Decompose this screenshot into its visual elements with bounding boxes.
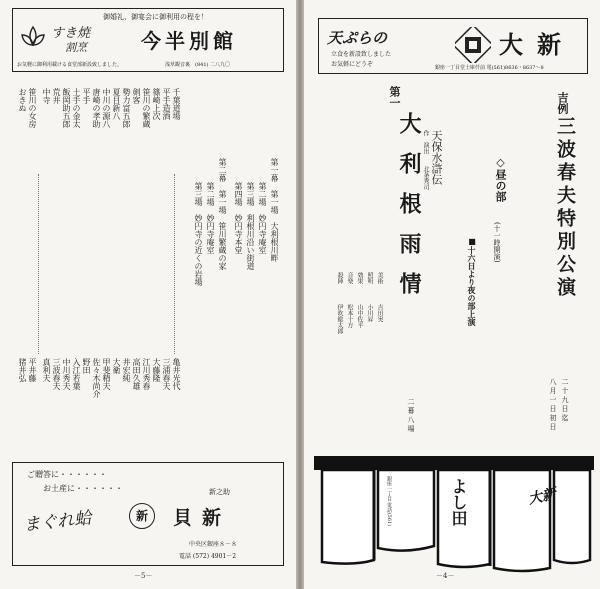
act-label: 第一 <box>388 86 401 108</box>
staff-name: 伊吹総太郎 <box>336 304 343 334</box>
cast-role: 剣客 <box>132 88 141 104</box>
staff-name: 小川昇 <box>366 304 373 322</box>
right-page <box>304 0 600 589</box>
cast-role: 平手 <box>82 88 91 104</box>
performance-date: 二十九日迄 <box>561 378 569 423</box>
ad-kaishin-line2: お土産に・・・・・・ <box>43 484 123 493</box>
left-page <box>0 0 296 589</box>
kaishin-mark-icon: 新 <box>129 503 155 529</box>
staff-name: 松本十方 <box>346 304 353 328</box>
ad-imahan-line3b: 浅草観音裏 (841) 二八九〇 <box>165 62 231 68</box>
noren-illustration <box>314 456 594 574</box>
staff-role: 美術 <box>376 272 383 284</box>
cast-role: 平手造酒 <box>162 88 171 120</box>
staff-name: 山中佐平 <box>356 304 363 328</box>
scene-item: 第三場 妙円寺の近くの岩場 <box>194 182 203 286</box>
program-label: ◇昼の部 <box>494 156 507 202</box>
staff-role: 効果 <box>356 272 363 284</box>
program-time: (十一時開演) <box>493 222 501 263</box>
cast-actor: 高田久雄 <box>132 358 141 390</box>
cast-actor: 大藤隆 <box>152 358 161 382</box>
play-title: 大利根雨情 <box>396 112 422 312</box>
noren-right-text: 大新 <box>526 486 558 508</box>
cast-role: 唐崎の孝助 <box>92 88 101 128</box>
cast-actor: 入江若葉 <box>72 358 81 390</box>
cast-role: 笹川の女房 <box>28 88 37 128</box>
cast-role: 飯岡助五郎 <box>62 88 71 128</box>
cast-actor: 佐々木尚介 <box>92 358 101 398</box>
ad-daishin-name: 大新 <box>499 31 575 59</box>
ad-kaishin-tel: 電話 (572) 4901－2 <box>179 553 237 560</box>
ad-daishin-line2: 立食を新設致しました <box>331 51 392 58</box>
cast-role: 荒井 <box>52 88 61 104</box>
cast-role: 篠崎上次 <box>152 88 161 120</box>
main-title: 三波春夫特別公演 <box>554 116 576 300</box>
ad-kaishin-name: 貝新 <box>173 507 232 529</box>
cast-actor: 亀井光代 <box>172 358 181 390</box>
staff-name: 吉田実 <box>376 304 383 322</box>
cast-role: 中寺 <box>42 88 51 104</box>
noren-mid-text: よし田 <box>449 478 468 526</box>
cast-role: 夏目新八 <box>112 88 121 120</box>
page-number: －5－ <box>134 572 153 580</box>
cast-actor: 大衛 <box>112 358 121 374</box>
staff-role: 照明 <box>366 272 373 284</box>
cast-actor: 中川秀夫 <box>62 358 71 390</box>
ad-imahan-name: 今半別館 <box>141 29 237 53</box>
imahan-bekkan-ad <box>12 8 284 72</box>
performance-date: 八月一日初日 <box>549 378 557 432</box>
ad-kaishin-line1: ご贈答に・・・・・・ <box>27 470 107 479</box>
scene-list <box>182 158 282 388</box>
daishin-crest-icon <box>455 27 491 63</box>
ad-imahan-line3a: お気軽に御利用載ける食堂部新設致しました。 <box>17 62 123 68</box>
evening-note: ■十六日より夜の部上演 <box>467 236 477 326</box>
ad-imahan-line1: 御婚礼、御宴会に御利用の程を！ <box>103 13 208 21</box>
credits-name: 北条秀司 <box>422 166 429 190</box>
cast-role: おきぬ <box>18 88 27 112</box>
cast-actor: 江川秀春 <box>142 358 151 390</box>
credits-role: 作 演出 <box>422 130 429 154</box>
cast-actor: 井宏純 <box>122 358 131 382</box>
noren-notice: 銀座一丁目 電話(561) <box>386 476 392 527</box>
cast-actor: 真利夫 <box>42 358 51 382</box>
cast-actor: 猪井弘 <box>18 358 27 382</box>
staff-role: 殺陣 <box>336 272 343 284</box>
ad-kaishin-addr: 中央区銀座８－８ <box>189 541 238 548</box>
cast-actor: 三浦春夫 <box>162 358 171 390</box>
scene-item: 第二場 妙円寺庵室 <box>206 182 215 254</box>
flower-logo-icon <box>19 23 47 51</box>
spine <box>296 0 304 589</box>
cast-role: 中川の源八 <box>102 88 111 128</box>
cast-actor: 甲斐精夫 <box>102 358 111 390</box>
cast-actor: 野田 <box>82 358 91 374</box>
play-subtitle: 天保水滸伝 <box>430 130 443 185</box>
scene-item: 第三場 利根川沿い街道 <box>246 182 255 270</box>
ad-kaishin-brush: まぐれ蛤 <box>22 508 93 536</box>
staff-role: 音楽 <box>346 272 353 284</box>
scene-item: 第二場 妙円寺庵室 <box>258 182 267 254</box>
ad-daishin-line3: お気軽にどうぞ <box>331 61 374 68</box>
kaishin-ad <box>12 462 284 566</box>
daishin-ad <box>318 18 588 74</box>
ad-kaishin-prefix: 新之助 <box>209 488 230 496</box>
cast-actor: 平井藤 <box>28 358 37 382</box>
cast-role: 土手の金太 <box>72 88 81 128</box>
ad-daishin-addr: 銀座一丁目堂士庫仟前 電(561)8636・8637～8 <box>435 65 544 71</box>
cast-actor: 三波春夫 <box>52 358 61 390</box>
title-kichirei: 吉例 <box>556 92 569 114</box>
scene-item: 第一幕 第一場 大利根川畔 <box>270 158 279 262</box>
scene-count: 二幕八場 <box>407 398 415 434</box>
ad-daishin-brush: 天ぷらの <box>327 29 388 47</box>
cast-role: 勢力富五郎 <box>122 88 131 128</box>
cast-role: 笹川の繁蔵 <box>142 88 151 128</box>
cast-list <box>14 88 184 458</box>
scene-item: 第四場 妙円寺本堂 <box>234 182 243 254</box>
cast-role: 千葉道場 <box>172 88 181 120</box>
page-number: －4－ <box>436 572 455 580</box>
ad-imahan-brush2: 割烹 <box>65 41 87 54</box>
ad-imahan-brush: すき焼 <box>51 26 91 41</box>
scene-item: 第二幕 第一場 笹川繁蔵の家 <box>218 158 227 270</box>
